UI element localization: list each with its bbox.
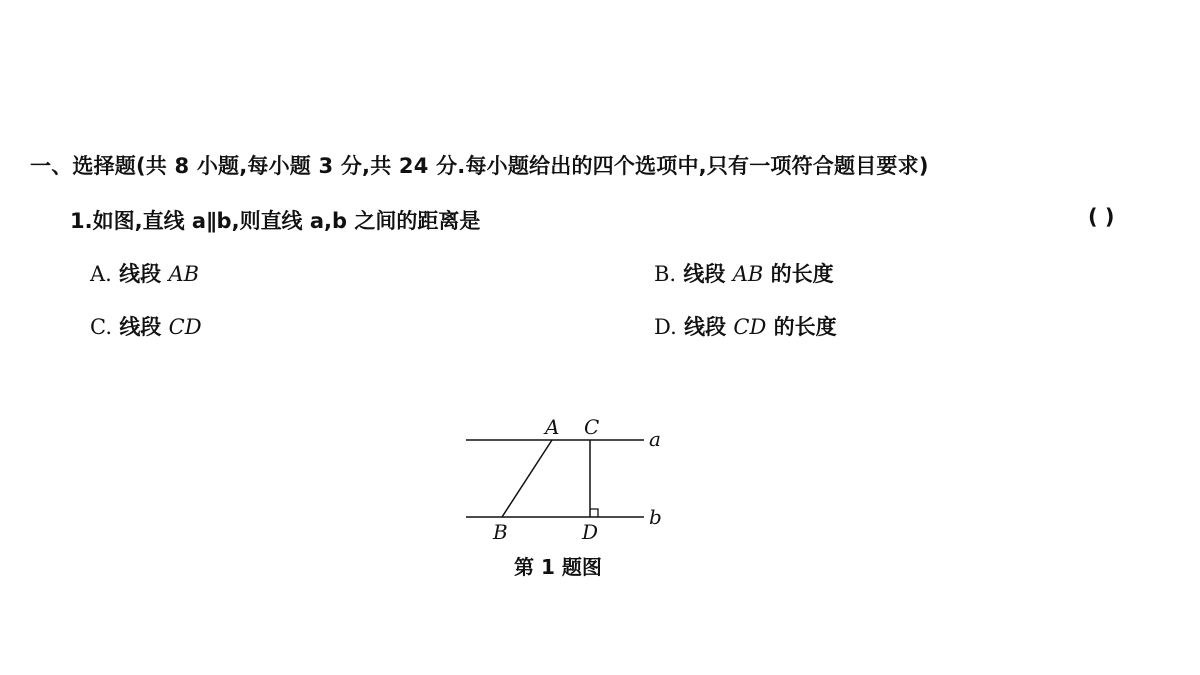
label-d-point: D	[582, 520, 599, 544]
option-letter: B.	[654, 262, 677, 286]
geometry-figure	[460, 410, 690, 550]
option-math: AB	[168, 262, 200, 286]
section-header: 一、选择题(共 8 小题,每小题 3 分,共 24 分.每小题给出的四个选项中,只有一项符合题目要求)	[30, 154, 929, 178]
label-line-a: a	[649, 427, 661, 451]
option-suffix: 的长度	[773, 315, 837, 339]
right-angle-mark	[590, 509, 598, 517]
option-a[interactable]	[90, 258, 199, 288]
label-c-point: C	[584, 415, 600, 439]
option-letter: A.	[90, 262, 112, 286]
option-math: CD	[168, 315, 202, 339]
label-a-point: A	[545, 415, 560, 439]
label-b-point: B	[493, 520, 508, 544]
option-prefix: 线段	[683, 262, 726, 286]
segment-ab	[502, 440, 552, 517]
option-prefix: 线段	[119, 315, 162, 339]
question-number: 1.	[70, 209, 93, 233]
label-line-b: b	[649, 505, 662, 529]
question-1-stem	[70, 205, 480, 235]
option-letter: C.	[90, 315, 112, 339]
option-letter: D.	[654, 315, 677, 339]
option-prefix: 线段	[684, 315, 727, 339]
option-prefix: 线段	[119, 262, 162, 286]
option-d[interactable]	[654, 311, 837, 341]
option-math: AB	[732, 262, 764, 286]
question-text: 如图,直线 a∥b,则直线 a,b 之间的距离是	[92, 209, 481, 233]
answer-bracket[interactable]: ( )	[1088, 205, 1115, 229]
figure-caption: 第 1 题图	[514, 555, 602, 579]
option-b[interactable]	[654, 258, 834, 288]
option-math: CD	[733, 315, 767, 339]
option-suffix: 的长度	[770, 262, 834, 286]
option-c[interactable]	[90, 311, 202, 341]
